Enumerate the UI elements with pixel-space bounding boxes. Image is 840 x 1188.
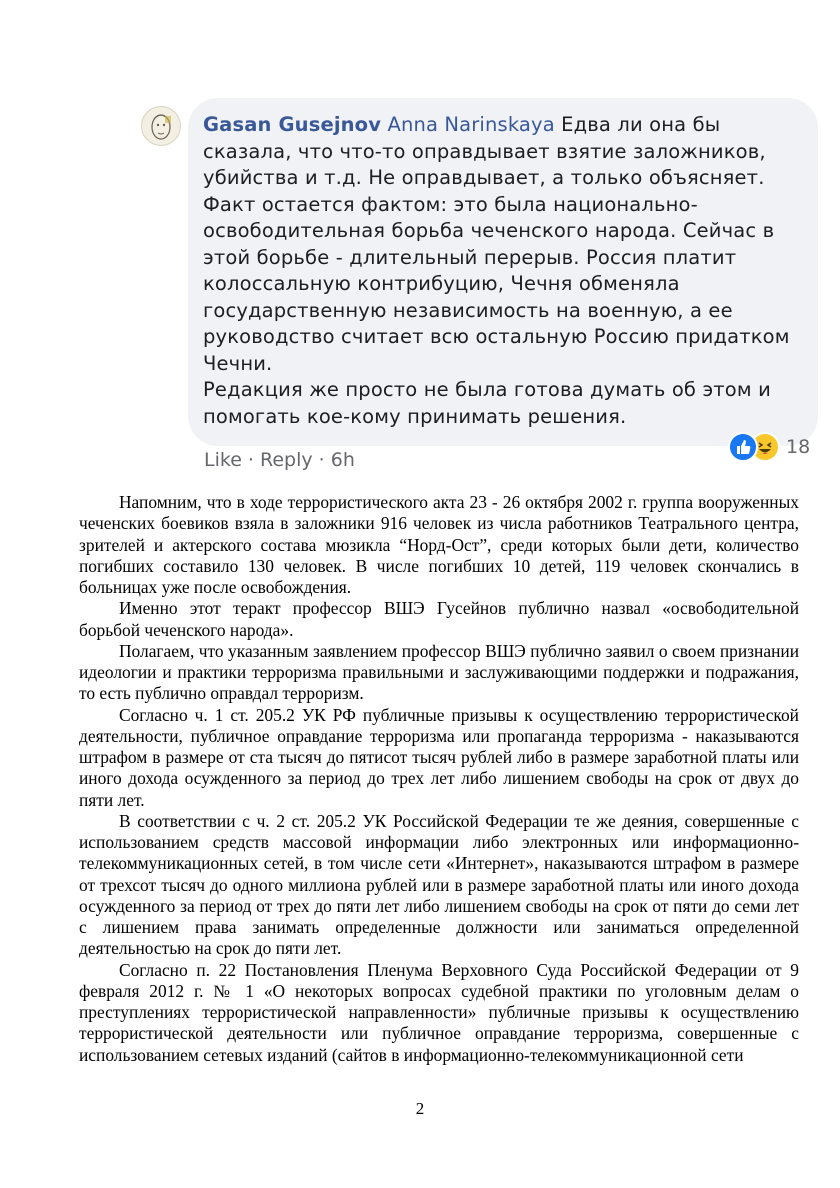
comment-first-line — [203, 112, 811, 139]
comment-line: колоссальную контрибуцию, Чечня обменяла — [203, 272, 680, 295]
comment-line: руководство считает всю остальную Россию придатком — [203, 325, 790, 348]
reactions-summary[interactable] — [728, 432, 810, 462]
commenter-avatar[interactable] — [141, 106, 181, 146]
comment-actions — [204, 449, 355, 471]
document-body — [79, 492, 799, 1066]
comment-line: освободительная борьба чеченского народа. Сейчас в — [203, 219, 775, 242]
action-separator: · — [241, 449, 261, 471]
comment-line: сказала, что что-то оправдывает взятие заложников, — [203, 139, 766, 163]
paragraph: Согласно ч. 1 ст. 205.2 УК РФ публичные призывы к осуществлению террористической деятельности, публичное оправдание терроризма или пропаганда терроризма - наказываются штрафом в размере от ста тысяч до пятисот тысяч рублей либо в размере заработной платы или иного дохода осужденного за период до трех лет либо лишением свободы на срок от двух до пяти лет. — [79, 704, 799, 810]
comment-author-link[interactable]: Gasan Gusejnov — [203, 113, 382, 136]
comment-line: помогать кое-кому принимать решения. — [203, 404, 627, 428]
paragraph: Согласно п. 22 Постановления Пленума Верховного Суда Российской Федерации от 9 февраля 2012 г. № 1 «О некоторых вопросах судебной практики по уголовным делам о преступлениях террористической направленности» публичные призывы к осуществлению террористической деятельности или публичное оправдание терроризма, совершенные с использованием сетевых изданий (сайтов в информационно-телекоммуникационной сети — [79, 959, 799, 1065]
like-link[interactable]: Like — [204, 449, 242, 471]
paragraph: Именно этот теракт профессор ВШЭ Гусейнов публично назвал «освободительной борьбой чеченского народа». — [79, 598, 799, 640]
comment-line: этой борьбе - длительный перерыв. Россия платит — [203, 245, 737, 269]
comment-line: Чечни. — [203, 351, 273, 375]
action-separator: · — [312, 449, 331, 471]
comment-line: убийства и т.д. Не оправдывает, а только объясняет. — [203, 166, 765, 189]
page-number: 2 — [415, 1099, 425, 1118]
paragraph: Полагаем, что указанным заявлением профессор ВШЭ публично заявил о своем признании идеологии и практики терроризма правильными и заслуживающими поддержки и подражания, то есть публично оправдал терроризм. — [79, 640, 799, 704]
comment-timestamp[interactable]: 6h — [330, 449, 355, 471]
comment-line: Факт остается фактом: это была национально- — [203, 192, 698, 216]
comment-line: государственную независимость на военную, а ее — [203, 298, 733, 322]
comment-line: Едва ли она бы — [554, 113, 721, 136]
comment-line: Редакция же просто не была готова думать об этом и — [203, 378, 771, 401]
reaction-count: 18 — [786, 436, 811, 458]
comment-text — [203, 112, 811, 430]
like-icon — [728, 432, 758, 462]
paragraph: В соответствии с ч. 2 ст. 205.2 УК Российской Федерации те же деяния, совершенные с использованием средств массовой информации либо электронных или информационно-телекоммуникационных сетей, в том числе сети «Интернет», наказываются штрафом в размере от трехсот тысяч до одного миллиона рублей или в размере заработной платы или иного дохода осужденного за период от трех до пяти лет либо лишением свободы на срок от пяти до семи лет с лишением права занимать определенные должности или заниматься определенной деятельностью на срок до пяти лет. — [79, 810, 799, 959]
reply-link[interactable]: Reply — [260, 449, 313, 471]
paragraph: Напомним, что в ходе террористического акта 23 - 26 октября 2002 г. группа вооруженных чеченских боевиков взяла в заложники 916 человек из числа работников Театрального центра, зрителей и актерского состава мюзикла “Норд-Ост”, среди которых были дети, количество погибших составило 130 человек. В числе погибших 10 детей, 119 человек скончались в больницах уже после освобождения. — [79, 492, 799, 597]
comment-mention-link[interactable]: Anna Narinskaya — [387, 113, 555, 136]
